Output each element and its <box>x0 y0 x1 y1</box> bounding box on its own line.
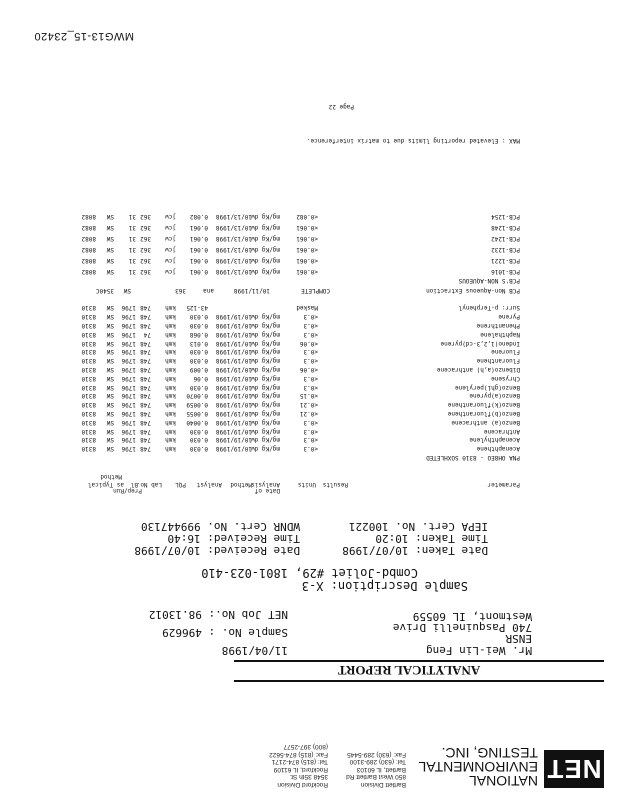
table-row <box>0 374 618 383</box>
cell-param: Surr: p-Terphenyl <box>458 304 520 312</box>
cell-method: 0.030 <box>189 322 208 329</box>
client-name: Mr. Wei-Lin Feng <box>426 644 532 657</box>
cell-analyst: kmh <box>165 436 176 444</box>
cell-units: mg/Kg dw <box>251 357 280 365</box>
col-bl: Bl <box>130 481 138 488</box>
date-taken: Date Taken: 10/07/1998 <box>342 544 488 557</box>
table-row <box>0 321 618 330</box>
cell-run: 8310 <box>81 313 96 321</box>
date-received: Date Received: 10/07/1998 <box>134 544 300 557</box>
cell-param: Chrysene <box>491 374 520 382</box>
cell-run: 8310 <box>81 401 96 409</box>
cell-units: mg/Kg dw <box>251 322 280 329</box>
cell-prep: SW <box>106 257 114 264</box>
cell-result: <0.3 <box>303 436 318 444</box>
cell-prep: SW <box>106 213 114 220</box>
cell-run: 8082 <box>81 246 96 253</box>
cell-pql: 362 <box>140 224 151 231</box>
cell-lab: 1796 <box>121 436 136 444</box>
cell-lab: 1796 <box>121 383 136 391</box>
cell-date: 10/19/1998 <box>215 366 252 373</box>
cell-lab: 31 <box>128 257 136 264</box>
table-row <box>0 400 618 409</box>
cell-method: 0.061 <box>189 246 208 253</box>
cell-analyst: kmh <box>165 383 176 391</box>
cell-date: 10/19/1998 <box>215 383 252 391</box>
cell-run: 8310 <box>81 339 96 347</box>
cell-pql: 362 <box>140 213 151 220</box>
cell-analyst: jcw <box>165 235 176 242</box>
cell-run: 8310 <box>81 304 96 312</box>
cell-run: 8310 <box>81 322 96 329</box>
table-row <box>0 234 618 243</box>
table-row <box>0 409 618 418</box>
cell-units: mg/Kg dw <box>251 268 280 275</box>
cell-run: 8310 <box>81 357 96 365</box>
cell-date: 10/19/1998 <box>215 339 252 347</box>
cell-result: <0.061 <box>296 246 318 253</box>
cell-date: 10/19/1998 <box>215 392 252 400</box>
cell-date: 10/13/1998 <box>215 235 252 242</box>
cell-run: 8310 <box>81 348 96 356</box>
sample-description-detail: Combd-Joliet #29, 1801-023-410 <box>201 566 418 580</box>
time-taken: Time Taken: 10:20 <box>375 532 488 545</box>
cell-run: 8310 <box>81 418 96 426</box>
cell-pql: 362 <box>140 246 151 253</box>
cell-prep: SW <box>106 304 114 312</box>
cell-run: 8082 <box>81 235 96 242</box>
cell-lab: 1796 <box>121 366 136 373</box>
cell-pql: 748 <box>140 418 151 426</box>
cell-prep: SW <box>106 235 114 242</box>
cell-analyst: kmh <box>165 427 176 435</box>
cell-lab: 31 <box>128 213 136 220</box>
cell-analyst: kmh <box>165 304 176 312</box>
cell-prep: SW <box>106 313 114 321</box>
cell-method: 0.068 <box>189 330 208 338</box>
cell-analyst: jcw <box>165 257 176 264</box>
cell-analyst: jcw <box>165 246 176 253</box>
cell-lab: 1796 <box>121 427 136 435</box>
client-org: ENSR <box>505 632 532 645</box>
cell-run: 8310 <box>81 436 96 444</box>
table-row <box>0 339 618 348</box>
iepa-cert: IEPA Cert. No. 100221 <box>348 520 488 533</box>
cell-param: Indeno(1,2,3-cd)pyrene <box>440 339 520 347</box>
cell-result: <0.061 <box>296 257 318 264</box>
table-row <box>0 245 618 254</box>
col-date-of: Date of <box>254 487 280 494</box>
cell-prep: SW <box>106 427 114 435</box>
cell-lab: 1796 <box>121 392 136 400</box>
cell-units: mg/Kg dw <box>251 445 280 453</box>
cell-param: Benzo(a)pyrene <box>469 392 520 400</box>
cell-method: 43-125 <box>186 304 208 312</box>
col-units: Units <box>297 481 316 488</box>
cell-lab: 31 <box>128 235 136 242</box>
cell-method: 0.061 <box>189 268 208 275</box>
cell-pql: 748 <box>140 339 151 347</box>
cell-run: 8310 <box>81 445 96 453</box>
col-typical: as Typical <box>87 481 124 488</box>
cell-result: Masked <box>296 304 318 312</box>
cell-pql: 748 <box>140 366 151 373</box>
cell-analyst: kmh <box>165 401 176 409</box>
page-number: Page 22 <box>328 103 354 110</box>
col-lab: Lab No. <box>136 481 162 488</box>
cell-result: <0.3 <box>303 330 318 338</box>
cell-analyst: kmh <box>165 418 176 426</box>
cell-param: PCB-1248 <box>491 224 520 231</box>
cell-method: 0.030 <box>189 445 208 453</box>
cell-result: <0.061 <box>296 235 318 242</box>
cell-run: 8082 <box>81 257 96 264</box>
cell-prep: SW <box>106 445 114 453</box>
table-row <box>0 223 618 232</box>
cell-lab: 1796 <box>121 401 136 409</box>
cell-date: 10/19/1998 <box>215 401 252 409</box>
table-row <box>0 418 618 427</box>
cell-param: Acenaphthylene <box>469 436 520 444</box>
col-method: Method <box>230 481 252 488</box>
col-analysis: Analysis <box>251 481 280 488</box>
cell-pql: 748 <box>140 427 151 435</box>
cell-prep: SW <box>106 339 114 347</box>
cell-pql: 748 <box>140 383 151 391</box>
table-row <box>0 312 618 321</box>
cell-prep: SW <box>106 401 114 409</box>
bartlett-division-block: Bartlett Division 850 West Bartlett Rd Bartlett, IL 60103 Tel: (630) 289-3100 Fax: (630) 289-5445 <box>346 751 406 788</box>
cell-param: Pyrene <box>498 313 520 321</box>
cell-analyst: jcw <box>165 268 176 275</box>
sample-description: Sample Description: X-3 <box>301 579 468 593</box>
time-received: Time Received: 16:40 <box>167 532 300 545</box>
col-results: Results <box>322 481 348 488</box>
cell-result: <0.3 <box>303 383 318 391</box>
col-prep-run: Prep/Run <box>113 487 142 494</box>
cell-pql: 748 <box>140 357 151 365</box>
cell-prep: SW <box>106 392 114 400</box>
cell-run: 8310 <box>81 366 96 373</box>
cell-units: mg/Kg dw <box>251 235 280 242</box>
cell-param: Naphthalene <box>480 330 520 338</box>
report-title: ANALYTICAL REPORT <box>337 663 481 678</box>
cell-param: PCB-1254 <box>491 213 520 220</box>
cell-pql: 74 <box>143 330 151 338</box>
report-date: 11/04/1998 <box>221 644 288 657</box>
cell-date: 10/13/1998 <box>215 224 252 231</box>
cell-method: 0.030 <box>189 436 208 444</box>
cell-pql: 748 <box>140 445 151 453</box>
company-name-line-2: ENVIRONMENTAL <box>418 759 538 775</box>
table-row <box>0 303 618 312</box>
cell-prep: SW <box>106 330 114 338</box>
col-pql: PQL <box>175 481 186 488</box>
cell-result: <0.3 <box>303 427 318 435</box>
cell-units: mg/Kg dw <box>251 224 280 231</box>
cell-result: <0.3 <box>303 322 318 329</box>
cell-analyst: kmh <box>165 322 176 329</box>
cell-date: 10/13/1998 <box>215 257 252 264</box>
cell-units: mg/Kg dw <box>251 366 280 373</box>
cell-result: <0.3 <box>303 348 318 356</box>
cell-method: 0.0070 <box>186 392 208 400</box>
net-job-number: NET Job No.: 98.13012 <box>148 608 288 621</box>
cell-units: mg/Kg dw <box>251 374 280 382</box>
cell-prep: SW <box>106 224 114 231</box>
cell-lab: 1796 <box>121 374 136 382</box>
cell-param: Benzo(b)fluoranthene <box>447 410 520 417</box>
cell-param: PCB-1016 <box>491 268 520 275</box>
table-row <box>0 256 618 265</box>
cell-pql: 748 <box>140 374 151 382</box>
cell-prep: SW <box>106 366 114 373</box>
cell-run: 8310 <box>81 330 96 338</box>
wdnr-cert: WDNR Cert. No. 999447130 <box>141 520 300 533</box>
cell-param: PCB-1221 <box>491 257 520 264</box>
cell-date: 10/19/1998 <box>215 322 252 329</box>
cell-units: mg/Kg dw <box>251 436 280 444</box>
cell-method: 0.0055 <box>186 410 208 417</box>
cell-param: Phenanthrene <box>476 322 520 329</box>
cell-date: 10/19/1998 <box>215 436 252 444</box>
cell-method: 0.030 <box>189 348 208 356</box>
cell-method: 0.0059 <box>186 401 208 409</box>
cell-method: 0.030 <box>189 383 208 391</box>
table-row <box>0 427 618 436</box>
cell-date: 10/19/1998 <box>215 418 252 426</box>
col-analyst: Analyst <box>196 481 222 488</box>
cell-date: 10/19/1998 <box>215 410 252 417</box>
col-parameter: Parameter <box>487 481 520 488</box>
cell-run: 8082 <box>81 224 96 231</box>
cell-method: 0.030 <box>189 427 208 435</box>
cell-units: mg/Kg dw <box>251 313 280 321</box>
cell-date: 10/19/1998 <box>215 427 252 435</box>
cell-pql: 748 <box>140 322 151 329</box>
cell-run: 8310 <box>81 410 96 417</box>
cell-units: mg/Kg dw <box>251 339 280 347</box>
cell-pql: 362 <box>140 235 151 242</box>
cell-method: 0.082 <box>189 213 208 220</box>
cell-analyst: kmh <box>165 392 176 400</box>
cell-result: <0.3 <box>303 445 318 453</box>
cell-prep: SW <box>106 357 114 365</box>
cell-lab: 1796 <box>121 330 136 338</box>
cell-prep: SW <box>106 268 114 275</box>
cell-lab: 1796 <box>121 304 136 312</box>
cell-units: mg/Kg dw <box>251 418 280 426</box>
cell-prep: SW <box>106 246 114 253</box>
cell-date: 10/13/1998 <box>215 268 252 275</box>
cell-result: <0.3 <box>303 418 318 426</box>
cell-date: 10/19/1998 <box>215 357 252 365</box>
client-address-2: Westmont, IL 60559 <box>412 610 532 623</box>
table-row <box>0 383 618 392</box>
cell-pql: 748 <box>140 348 151 356</box>
cell-units: mg/Kg dw <box>251 213 280 220</box>
document-id-stamp: MWG13-15_23420 <box>34 30 134 42</box>
cell-units: mg/Kg dw <box>251 401 280 409</box>
cell-prep: SW <box>106 374 114 382</box>
cell-date: 10/19/1998 <box>215 445 252 453</box>
cell-param: Benzo(ghi)perylene <box>454 383 520 391</box>
cell-result: <0.061 <box>296 268 318 275</box>
cell-method: 0.013 <box>189 339 208 347</box>
cell-result: <0.082 <box>296 213 318 220</box>
cell-units: mg/Kg dw <box>251 383 280 391</box>
cell-param: Acenaphthene <box>476 445 520 453</box>
cell-prep: SW <box>106 383 114 391</box>
cell-method: 0.0040 <box>186 418 208 426</box>
cell-run: 8310 <box>81 427 96 435</box>
cell-param: Benzo(a) anthracene <box>451 418 520 426</box>
cell-method: 0.009 <box>189 366 208 373</box>
cell-pql: 748 <box>140 304 151 312</box>
cell-analyst: kmh <box>165 339 176 347</box>
cell-lab: 1796 <box>121 313 136 321</box>
cell-lab: 31 <box>128 268 136 275</box>
table-row <box>0 435 618 444</box>
cell-param: Fluorene <box>491 348 520 356</box>
cell-result: <0.15 <box>299 392 318 400</box>
cell-date: 10/19/1998 <box>215 313 252 321</box>
cell-units: mg/Kg dw <box>251 427 280 435</box>
company-name-line-3: TESTING, INC. <box>441 745 538 761</box>
cell-param: Fluoranthene <box>476 357 520 365</box>
cell-lab: 1796 <box>121 445 136 453</box>
table-row <box>0 444 618 453</box>
cell-method: 0.030 <box>189 313 208 321</box>
cell-analyst: kmh <box>165 445 176 453</box>
cell-result: <0.06 <box>299 366 318 373</box>
cell-lab: 1796 <box>121 339 136 347</box>
cell-analyst: kmh <box>165 313 176 321</box>
cell-param: PCB-1242 <box>491 235 520 242</box>
cell-lab: 1796 <box>121 322 136 329</box>
net-logo: NET <box>544 750 604 788</box>
table-row <box>0 267 618 276</box>
cell-lab: 1796 <box>121 410 136 417</box>
cell-analyst: kmh <box>165 330 176 338</box>
cell-analyst: jcw <box>165 213 176 220</box>
cell-run: 8082 <box>81 268 96 275</box>
cell-result: <0.21 <box>299 401 318 409</box>
cell-run: 8082 <box>81 213 96 220</box>
table-row <box>0 212 618 221</box>
company-name-line-1: NATIONAL <box>469 773 538 789</box>
cell-method: 0.06 <box>193 374 208 382</box>
cell-method: 0.061 <box>189 257 208 264</box>
cell-pql: 748 <box>140 401 151 409</box>
cell-date: 10/13/1998 <box>215 246 252 253</box>
cell-run: 8310 <box>81 374 96 382</box>
cell-run: 8310 <box>81 392 96 400</box>
client-address-1: 740 Pasquinelli Drive <box>392 621 532 634</box>
table-row <box>0 330 618 339</box>
cell-units: mg/Kg dw <box>251 392 280 400</box>
cell-date: 10/19/1998 <box>215 348 252 356</box>
pcb-section-header: PCB'S NON-AQUEOUS <box>458 277 520 284</box>
col-method-2: Method <box>100 473 122 480</box>
cell-param: PNA OH8EO - 8310 SOXHLETED <box>426 454 520 461</box>
cell-lab: 31 <box>128 224 136 231</box>
cell-result: <0.3 <box>303 313 318 321</box>
cell-analyst: kmh <box>165 374 176 382</box>
cell-analyst: kmh <box>165 410 176 417</box>
cell-units: mg/Kg dw <box>251 410 280 417</box>
pcb-extraction-row: PCB Non-Aqueous Extraction COMPLETE 10/11/1998 ana 363 SW 3540C <box>95 287 520 294</box>
cell-analyst: kmh <box>165 357 176 365</box>
cell-prep: SW <box>106 348 114 356</box>
footnote: MAX : Elevated reporting limits due to matrix interference. <box>306 137 520 144</box>
cell-pql: 748 <box>140 436 151 444</box>
table-row <box>0 391 618 400</box>
cell-method: 0.061 <box>189 235 208 242</box>
cell-method: 0.030 <box>189 357 208 365</box>
cell-pql: 748 <box>140 410 151 417</box>
cell-analyst: jcw <box>165 224 176 231</box>
cell-units: mg/Kg dw <box>251 330 280 338</box>
cell-pql: 362 <box>140 268 151 275</box>
rockford-division-block: Rockford Division 3548 35th St. Rockford, IL 61109 Tel: (815) 874-2171 Fax: (815) 874-5622 (800) 397-2577 <box>269 743 328 788</box>
cell-lab: 31 <box>128 246 136 253</box>
cell-param: PCB-1232 <box>491 246 520 253</box>
cell-units: mg/Kg dw <box>251 246 280 253</box>
header-rule-top <box>234 680 604 682</box>
sample-number: Sample No. : 496629 <box>162 626 288 639</box>
cell-result: <0.21 <box>299 410 318 417</box>
cell-analyst: kmh <box>165 366 176 373</box>
cell-date: 10/13/1998 <box>215 213 252 220</box>
cell-param: Anthracene <box>483 427 520 435</box>
cell-date: 10/19/1998 <box>215 330 252 338</box>
cell-run: 8310 <box>81 383 96 391</box>
cell-pql: 362 <box>140 257 151 264</box>
table-row <box>0 365 618 374</box>
cell-lab: 1796 <box>121 348 136 356</box>
cell-prep: SW <box>106 418 114 426</box>
cell-result: <0.3 <box>303 374 318 382</box>
cell-prep: SW <box>106 322 114 329</box>
cell-prep: SW <box>106 436 114 444</box>
cell-result: <0.061 <box>296 224 318 231</box>
cell-analyst: kmh <box>165 348 176 356</box>
cell-param: Benzo(k)fluoranthene <box>447 401 520 409</box>
cell-prep: SW <box>106 410 114 417</box>
cell-pql: 748 <box>140 392 151 400</box>
cell-result: <0.06 <box>299 339 318 347</box>
cell-units: mg/Kg dw <box>251 348 280 356</box>
table-row <box>0 356 618 365</box>
table-row <box>0 347 618 356</box>
cell-lab: 1796 <box>121 418 136 426</box>
table-row <box>0 453 618 462</box>
cell-lab: 1796 <box>121 357 136 365</box>
cell-method: 0.061 <box>189 224 208 231</box>
cell-pql: 748 <box>140 313 151 321</box>
cell-param: Dibenzo(a,h) anthracene <box>436 366 520 373</box>
cell-units: mg/Kg dw <box>251 257 280 264</box>
cell-date: 10/19/1998 <box>215 374 252 382</box>
header-rule-bottom <box>234 660 604 662</box>
cell-result: <0.3 <box>303 357 318 365</box>
